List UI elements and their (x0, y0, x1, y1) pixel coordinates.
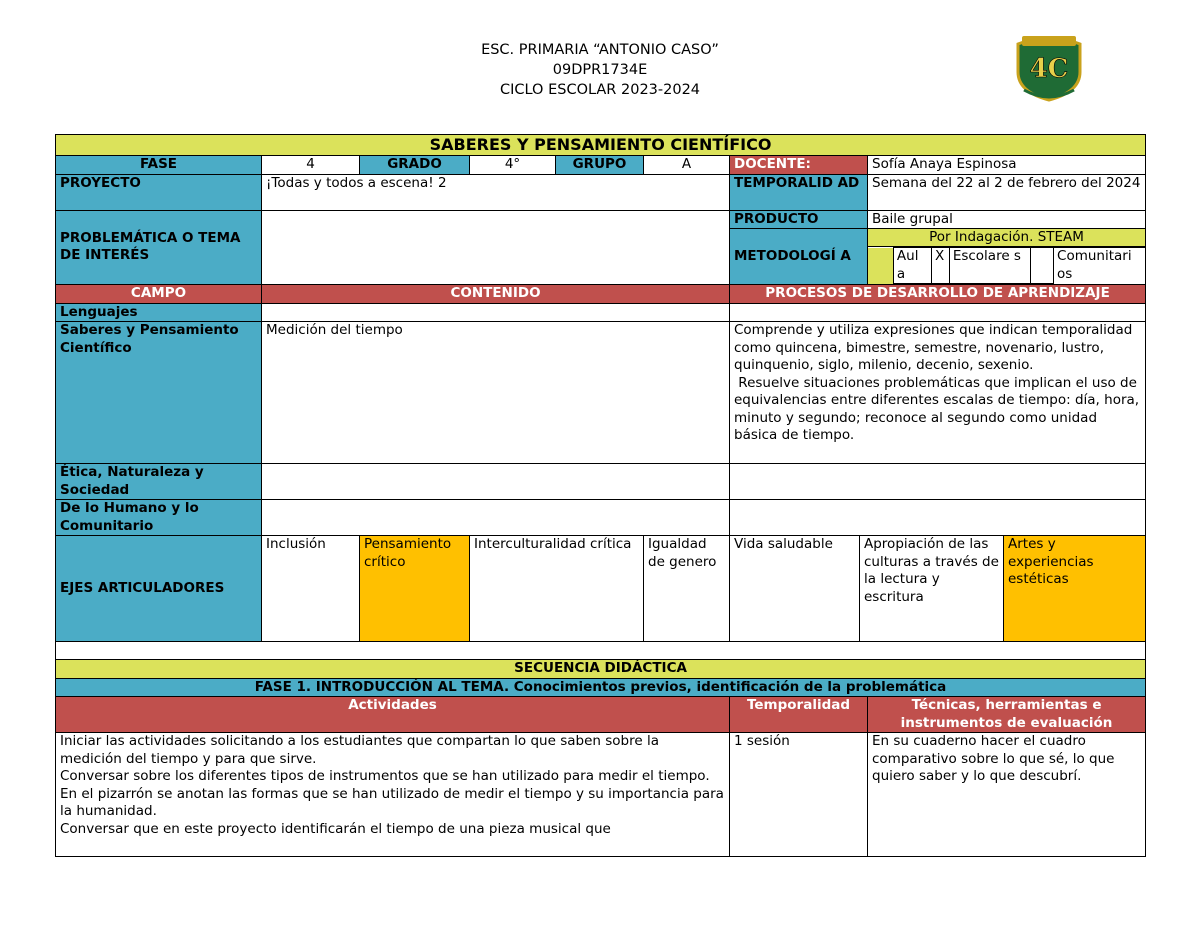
producto-label: PRODUCTO (730, 210, 868, 229)
actividad-2: Conversar sobre los diferentes tipos de instrumentos que se han utilizado para medir el tiempo. (60, 768, 710, 784)
eje-inclusion: Inclusión (262, 536, 360, 642)
actividad-3: En el pizarrón se anotan las formas que se han utilizado de medir el tiempo y su importancia para la humanidad. (60, 785, 724, 819)
metodologia-value: Por Indagación. STEAM (868, 229, 1145, 247)
metodologia-box (868, 229, 1146, 285)
ejes-label: EJES ARTICULADORES (56, 536, 262, 642)
main-title: SABERES Y PENSAMIENTO CIENTÍFICO (56, 135, 1146, 156)
proyecto-label: PROYECTO (56, 174, 262, 210)
campo-humano: De lo Humano y lo Comunitario (56, 500, 262, 536)
etica-contenido (262, 464, 730, 500)
metodologia-spacer (868, 248, 893, 284)
temporalidad-header: Temporalidad (730, 697, 868, 733)
humano-procesos (730, 500, 1146, 536)
school-name: ESC. PRIMARIA “ANTONIO CASO” (481, 42, 719, 58)
eje-pensamiento-critico: Pensamiento crítico (360, 536, 470, 642)
fase-value: 4 (262, 156, 360, 175)
lenguajes-contenido (262, 303, 730, 322)
temporalidad-value: Semana del 22 al 2 de febrero del 2024 (868, 174, 1146, 210)
school-cycle: CICLO ESCOLAR 2023-2024 (499, 82, 701, 98)
col-procesos: PROCESOS DE DESARROLLO DE APRENDIZAJE (730, 285, 1146, 304)
temporalidad-label: TEMPORALID AD (730, 174, 868, 210)
fase1-title: FASE 1. INTRODUCCIÓN AL TEMA. Conocimientos previos, identificación de la problemática (56, 678, 1146, 697)
svg-text:4C: 4C (1029, 54, 1069, 84)
eje-vida-saludable: Vida saludable (730, 536, 860, 642)
docente-label: DOCENTE: (730, 156, 868, 175)
school-logo (1010, 32, 1088, 102)
metodologia-label: METODOLOGÍ A (730, 229, 868, 285)
saberes-contenido: Medición del tiempo (262, 322, 730, 464)
problematica-label: PROBLEMÁTICA O TEMA DE INTERÉS (56, 210, 262, 285)
secuencia-title: SECUENCIA DIDÁCTICA (56, 660, 1146, 679)
option-comunitarios: Comunitari os (1054, 248, 1146, 284)
option-escolares-mark (1031, 248, 1054, 284)
actividad-4: Conversar que en este proyecto identificarán el tiempo de una pieza musical que (60, 820, 611, 837)
metodologia-options (868, 247, 1145, 284)
producto-value: Baile grupal (868, 210, 1146, 229)
grado-label: GRADO (360, 156, 470, 175)
col-campo: CAMPO (56, 285, 262, 304)
actividad-1: Iniciar las actividades solicitando a los estudiantes que compartan lo que saben sobre la medición del tiempo y para que sirve. (60, 733, 659, 767)
tecnicas-header: Técnicas, herramientas e instrumentos de evaluación (868, 697, 1146, 733)
etica-procesos (730, 464, 1146, 500)
evaluacion-cell: En su cuaderno hacer el cuadro comparativo sobre lo que sé, lo que quiero saber y lo que descubrí. (868, 733, 1146, 857)
option-escolares: Escolare s (949, 248, 1030, 284)
problematica-value (262, 210, 730, 285)
sesion-cell: 1 sesión (730, 733, 868, 857)
eje-interculturalidad: Interculturalidad crítica (470, 536, 644, 642)
actividades-header: Actividades (56, 697, 730, 733)
proyecto-value: ¡Todas y todos a escena! 2 (262, 174, 730, 210)
campo-lenguajes: Lenguajes (56, 303, 262, 322)
spacer-row (56, 642, 1146, 660)
saberes-pda-2: Resuelve situaciones problemáticas que implican el uso de equivalencias entre diferentes escalas de tiempo: día, hora, minuto y segundo; reconoce al segundo como unidad básica de tiempo. (734, 374, 1144, 443)
saberes-procesos (730, 322, 1146, 464)
humano-contenido (262, 500, 730, 536)
saberes-pda-1: Comprende y utiliza expresiones que indican temporalidad como quincena, bimestre, semestre, novenario, lustro, quinquenio, siglo, milenio, decenio, sexenio. (734, 322, 1133, 373)
col-contenido: CONTENIDO (262, 285, 730, 304)
actividades-cell (56, 733, 730, 857)
eje-igualdad: Igualdad de genero (644, 536, 730, 642)
campo-etica: Ética, Naturaleza y Sociedad (56, 464, 262, 500)
eje-artes: Artes y experiencias estéticas (1004, 536, 1146, 642)
grado-value: 4° (470, 156, 556, 175)
docente-value: Sofía Anaya Espinosa (868, 156, 1146, 175)
campo-saberes: Saberes y Pensamiento Científico (56, 322, 262, 464)
option-aula-mark: X (932, 248, 950, 284)
lenguajes-procesos (730, 303, 1146, 322)
planning-table (55, 134, 1146, 857)
school-code: 09DPR1734E (552, 62, 648, 78)
grupo-label: GRUPO (556, 156, 644, 175)
fase-label: FASE (56, 156, 262, 175)
option-aula: Aul a (893, 248, 931, 284)
grupo-value: A (644, 156, 730, 175)
eje-apropiacion: Apropiación de las culturas a través de la lectura y escritura (860, 536, 1004, 642)
